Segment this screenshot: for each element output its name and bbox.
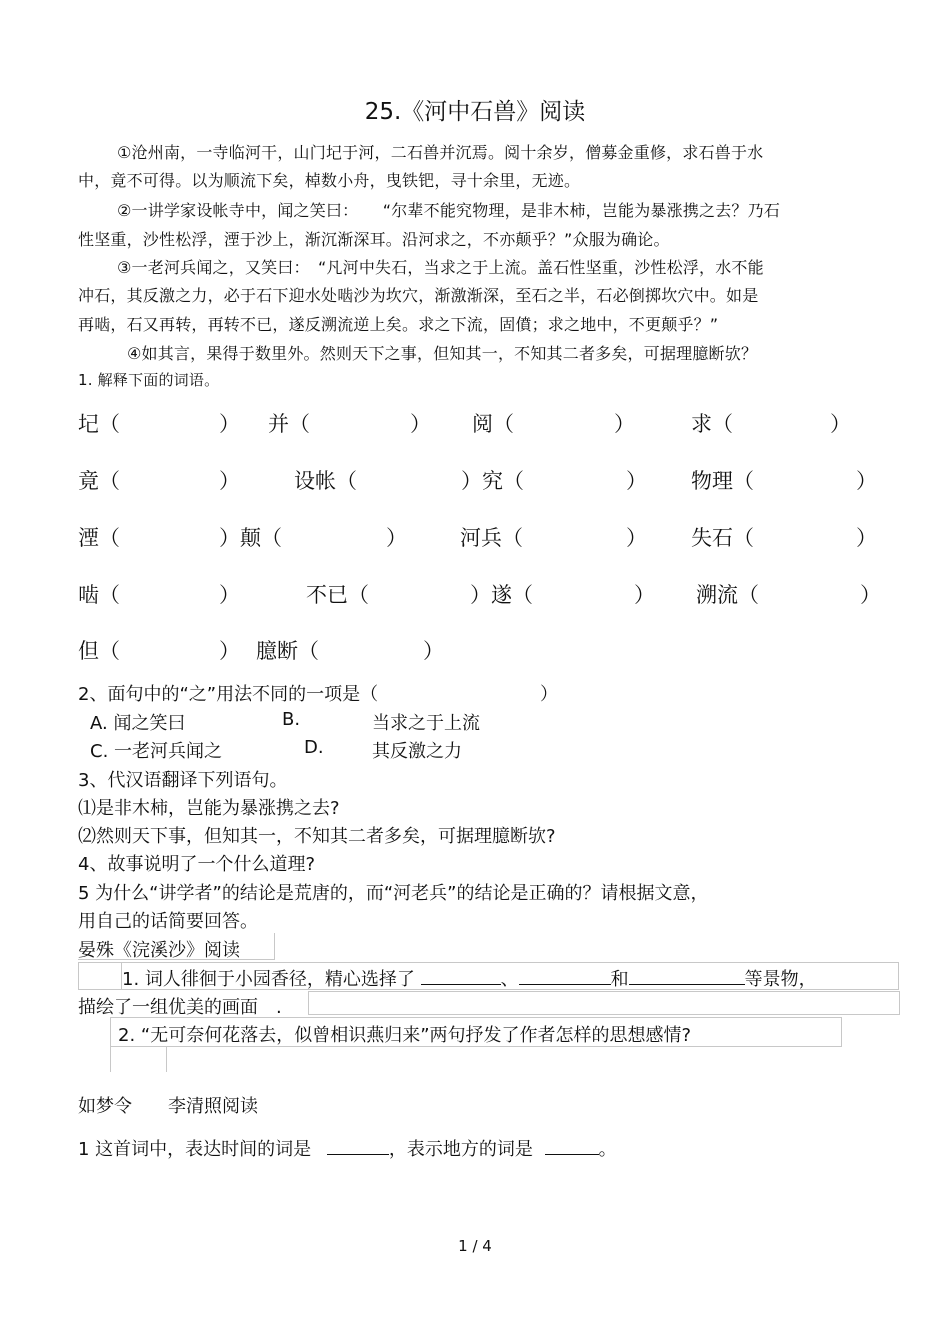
q2-option-a: A. 闻之笑曰: [90, 713, 186, 734]
q2-option-b-text: 当求之于上流: [372, 713, 480, 734]
answer-blank[interactable]: [629, 984, 745, 985]
page-number: 1 / 4: [458, 1237, 492, 1255]
vocab-word: 失石（: [691, 526, 754, 550]
answer-blank[interactable]: [421, 984, 501, 985]
q2-option-d-label: D.: [304, 737, 324, 758]
vocab-word: 啮（: [78, 583, 120, 607]
section2-q1-sep: 、: [500, 969, 519, 990]
vocab-paren: ）: [386, 526, 407, 550]
section3-title: 如梦令 李清照阅读: [78, 1096, 258, 1117]
vocab-word: 求（: [691, 412, 733, 436]
frame-box: [78, 962, 122, 990]
answer-blank[interactable]: [327, 1154, 389, 1155]
q3-label: 3、代汉语翻译下列语句。: [78, 770, 288, 791]
vocab-word: ）遂（: [470, 583, 533, 607]
section3-q1-prefix: 1 这首词中，表达时间的词是: [78, 1139, 312, 1160]
page-title: 25.《河中石兽》阅读: [364, 99, 586, 125]
vocab-word: 物理（: [691, 469, 754, 493]
section2-q2: 2. “无可奈何花落去，似曾相识燕归来”两句抒发了作者怎样的思想感情?: [118, 1025, 692, 1046]
vocab-word: 溯流（: [696, 583, 759, 607]
vocab-paren: ）: [830, 412, 851, 436]
q2-option-c: C. 一老河兵闻之: [90, 741, 223, 762]
vocab-word: 并（: [268, 412, 310, 436]
section3-q1-suffix: 。: [598, 1139, 617, 1160]
vocab-paren: ）: [860, 583, 881, 607]
q1-label: 1. 解释下面的词语。: [78, 371, 220, 389]
passage-line: 中，竟不可得。以为顺流下矣，棹数小舟，曳铁钯，寻十余里，无迹。: [78, 171, 581, 190]
section3-q1-mid: ，表示地方的词是: [388, 1139, 533, 1160]
passage-line: ④如其言，果得于数里外。然则天下之事，但知其一，不知其二者多矣，可据理臆断欤？: [127, 344, 758, 363]
vocab-paren: ）: [634, 583, 655, 607]
passage-line: 再啮，石又再转，再转不已，遂反溯流逆上矣。求之下流，固僨；求之地中，不更颠乎？”: [78, 315, 719, 334]
vocab-word: 湮（: [78, 526, 120, 550]
q2-stem-close: ）: [540, 684, 558, 705]
passage-line: ②一讲学家设帐寺中，闻之笑曰： “尔辈不能究物理，是非木柿，岂能为暴涨携之去？乃石: [117, 201, 781, 220]
vocab-word: ）颠（: [219, 526, 282, 550]
vocab-paren: ）: [856, 526, 877, 550]
q5-line-1: 5 为什么“讲学者”的结论是荒唐的，而“河老兵”的结论是正确的？请根据文意，: [78, 883, 709, 904]
frame-box: [110, 1046, 111, 1072]
vocab-paren: ）: [219, 639, 240, 663]
q3-sentence-1: ⑴是非木柿，岂能为暴涨携之去?: [78, 798, 340, 819]
section2-q1: [122, 965, 817, 991]
q5-line-2: 用自己的话简要回答。: [78, 911, 258, 932]
answer-blank[interactable]: [545, 1154, 599, 1155]
vocab-word: 不已（: [306, 583, 369, 607]
vocab-paren: ）: [410, 412, 431, 436]
q2-option-b-label: B.: [282, 709, 301, 730]
frame-box: [308, 991, 900, 1015]
vocab-word: 竟（: [78, 469, 120, 493]
passage-line: ①沧州南，一寺临河干，山门圮于河，二石兽并沉焉。阅十余岁，僧募金重修，求石兽于水: [117, 143, 764, 162]
vocab-word: ）究（: [461, 469, 524, 493]
vocab-paren: ）: [626, 469, 647, 493]
vocab-paren: ）: [856, 469, 877, 493]
q2-stem: 2、面句中的“之”用法不同的一项是（: [78, 684, 379, 705]
section2-title: 晏殊《浣溪沙》阅读: [78, 940, 240, 961]
q2-option-d-text: 其反激之力: [372, 741, 462, 762]
q4: 4、故事说明了一个什么道理?: [78, 854, 316, 875]
q3-sentence-2: ⑵然则天下事，但知其一，不知其二者多矣，可据理臆断欤?: [78, 826, 556, 847]
vocab-word: 但（: [78, 639, 120, 663]
section2-q1-prefix: 1. 词人徘徊于小园香径，精心选择了: [122, 969, 415, 990]
vocab-paren: ）: [219, 469, 240, 493]
section3-q1: [78, 1135, 617, 1161]
passage-line: ③一老河兵闻之，又笑曰： “凡河中失石，当求之于上流。盖石性坚重，沙性松浮，水不能: [117, 258, 764, 277]
vocab-word: 圮（: [78, 412, 120, 436]
section2-q1-sep: 和: [610, 969, 629, 990]
section2-q1-suffix: 等景物，: [744, 969, 817, 990]
vocab-word: 河兵（: [460, 526, 523, 550]
answer-blank[interactable]: [519, 984, 611, 985]
frame-box: [166, 1046, 167, 1072]
vocab-paren: ）: [626, 526, 647, 550]
vocab-word: 臆断（: [256, 639, 319, 663]
vocab-paren: ）: [219, 412, 240, 436]
vocab-word: 设帐（: [294, 469, 357, 493]
passage-line: 冲石，其反激之力，必于石下迎水处啮沙为坎穴，渐激渐深，至石之半，石必倒掷坎穴中。如是: [78, 286, 759, 305]
vocab-word: 阅（: [472, 412, 514, 436]
passage-line: 性坚重，沙性松浮，湮于沙上，渐沉渐深耳。沿河求之，不亦颠乎？”众服为确论。: [78, 230, 670, 249]
section2-q1-line2: 描绘了一组优美的画面 .: [78, 997, 282, 1018]
vocab-paren: ）: [614, 412, 635, 436]
vocab-paren: ）: [423, 639, 444, 663]
vocab-paren: ）: [219, 583, 240, 607]
